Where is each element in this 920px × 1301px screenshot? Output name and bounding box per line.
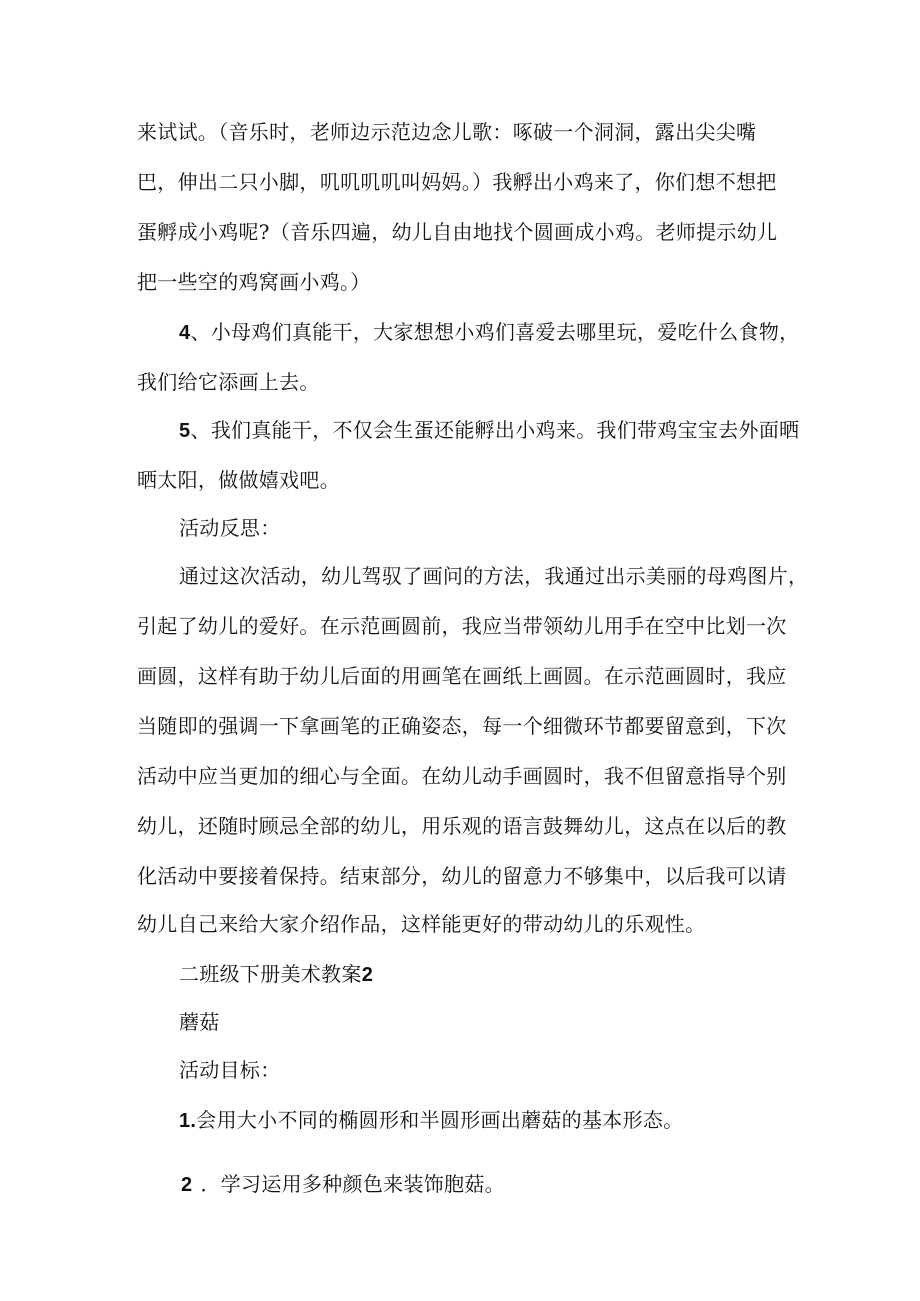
step-5-text: 、我们真能干，不仅会生蛋还能孵出小鸡来。我们带鸡宝宝去外面晒 (190, 418, 800, 442)
step-5-line-2: 晒太阳，做做嬉戏吧。 (137, 468, 340, 492)
reflection-line: 活动中应当更加的细心与全面。在幼儿动手画圆时，我不但留意指导个别 (137, 764, 787, 788)
paragraph-line: 蛋孵成小鸡呢?（音乐四遍，幼儿自由地找个圆画成小鸡。老师提示幼儿 (137, 220, 778, 244)
lesson-2-subject: 蘑菇 (179, 1010, 220, 1034)
reflection-line: 幼儿自己来给大家介绍作品，这样能更好的带动幼儿的乐观性。 (137, 912, 706, 936)
reflection-line: 画圆，这样有助于幼儿后面的用画笔在画纸上画圆。在示范画圆时，我应 (137, 664, 787, 688)
goals-heading: 活动目标： (179, 1058, 281, 1082)
paragraph-line: 把一些空的鸡窝画小鸡。） (137, 270, 371, 294)
goal-1 (179, 1106, 683, 1135)
reflection-line: 引起了幼儿的爱好。在示范画圆前，我应当带领幼儿用手在空中比划一次 (137, 614, 787, 638)
reflection-line: 幼儿，还随时顾忌全部的幼儿，用乐观的语言鼓舞幼儿，这点在以后的教 (137, 814, 787, 838)
step-4-number: 4 (179, 322, 191, 344)
reflection-line: 通过这次活动，幼儿驾驭了画问的方法，我通过出示美丽的母鸡图片， (179, 564, 809, 588)
step-5-number: 5 (179, 420, 191, 442)
reflection-heading: 活动反思： (179, 516, 281, 540)
reflection-line: 化活动中要接着保持。结束部分，幼儿的留意力不够集中，以后我可以请 (137, 864, 787, 888)
step-4-line (179, 318, 799, 347)
step-5-line (179, 416, 799, 445)
lesson-2-title-number: 2 (361, 964, 374, 986)
reflection-line: 当随即的强调一下拿画笔的正确姿态，每一个细微环节都要留意到，下次 (137, 714, 787, 738)
lesson-2-title-text: 二班级下册美术教案 (179, 962, 362, 986)
step-4-line-2: 我们给它添画上去。 (137, 370, 320, 394)
goal-1-text: 会用大小不同的椭圆形和半圆形画出蘑菇的基本形态。 (196, 1108, 684, 1132)
goal-2-number: 2 (181, 1174, 193, 1196)
paragraph-line: 巴，伸出二只小脚，叽叽叽叽叫妈妈。）我孵出小鸡来了，你们想不想把 (137, 170, 777, 194)
paragraph-line: 来试试。（音乐时，老师边示范边念儿歌：啄破一个洞洞，露出尖尖嘴 (137, 120, 757, 144)
step-4-text: 、小母鸡们真能干，大家想想小鸡们喜爱去哪里玩，爱吃什么食物， (190, 320, 800, 344)
goal-1-number: 1. (179, 1110, 197, 1132)
goal-2 (181, 1170, 505, 1199)
goal-2-text: ．学习运用多种颜色来装饰胞菇。 (200, 1172, 505, 1196)
lesson-2-title (179, 960, 373, 989)
